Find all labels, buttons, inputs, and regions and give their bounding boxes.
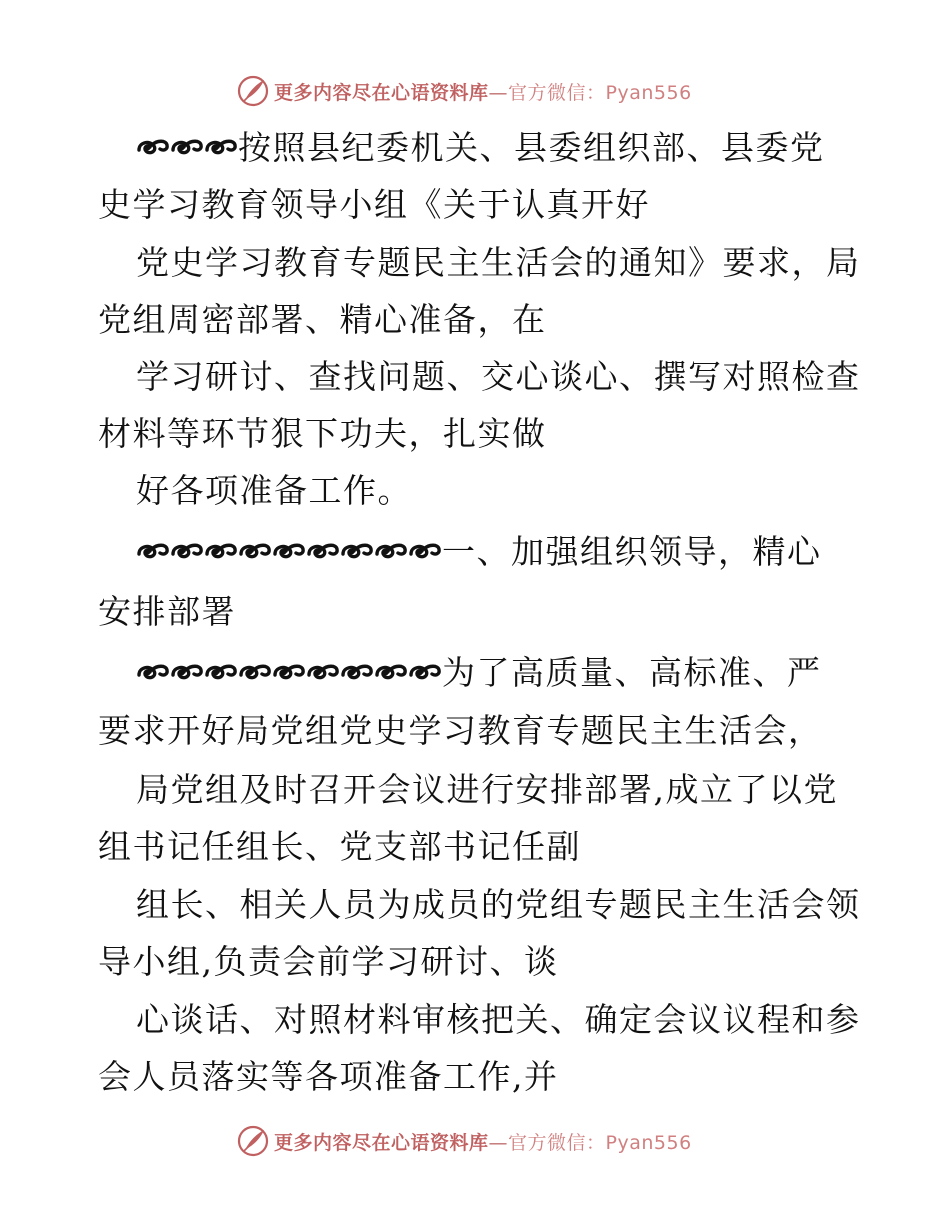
curl-ornament-icon: [139, 141, 167, 152]
curl-ornament-icon: [343, 545, 371, 556]
feather-quill-logo-icon: [236, 74, 270, 108]
paragraph-1-line-4: 党组周密部署、精心准备，在: [98, 300, 547, 339]
curl-ornament-icon: [207, 666, 235, 677]
ornament-glyphs: [136, 540, 442, 562]
curl-ornament-icon: [173, 545, 201, 556]
curl-ornament-icon: [173, 666, 201, 677]
paragraph-1-line-1: 按照县纪委机关、县委组织部、县委党: [136, 128, 825, 168]
curl-ornament-icon: [309, 666, 337, 677]
section-heading-line-1: 一、加强组织领导，精心: [136, 532, 822, 572]
curl-ornament-icon: [411, 666, 439, 677]
ornament-glyphs: [136, 661, 442, 683]
ornament-glyphs: [136, 136, 238, 158]
feather-quill-logo-icon: [236, 1124, 270, 1158]
curl-ornament-icon: [139, 545, 167, 556]
paragraph-1-line-6: 材料等环节狠下功夫，扎实做: [98, 414, 547, 453]
watermark-text: [274, 1128, 692, 1155]
paragraph-1-line-5: 学习研讨、查找问题、交心谈心、撰写对照检查: [136, 357, 861, 396]
watermark-text: [274, 78, 692, 105]
curl-ornament-icon: [241, 545, 269, 556]
paragraph-1-line-7: 好各项准备工作。: [136, 471, 412, 510]
curl-ornament-icon: [343, 666, 371, 677]
curl-ornament-icon: [309, 545, 337, 556]
curl-ornament-icon: [241, 666, 269, 677]
paragraph-3-line-8: 会人员落实等各项准备工作,并: [98, 1057, 559, 1096]
paragraph-3-line-4: 组书记任组长、党支部书记任副: [98, 827, 581, 866]
watermark-header: [236, 74, 692, 108]
paragraph-3-line-6: 导小组,负责会前学习研讨、谈: [98, 942, 559, 981]
curl-ornament-icon: [139, 666, 167, 677]
curl-ornament-icon: [275, 545, 303, 556]
curl-ornament-icon: [377, 545, 405, 556]
paragraph-3-line-2: 要求开好局党组党史学习教育专题民主生活会，: [98, 711, 823, 750]
watermark-footer: [236, 1124, 692, 1158]
paragraph-3-line-1: 为了高质量、高标准、严: [136, 653, 822, 693]
paragraph-3-line-7: 心谈话、对照材料审核把关、确定会议议程和参: [136, 1000, 861, 1039]
curl-ornament-icon: [207, 545, 235, 556]
curl-ornament-icon: [377, 666, 405, 677]
paragraph-3-line-3: 局党组及时召开会议进行安排部署,成立了以党: [136, 770, 838, 809]
curl-ornament-icon: [411, 545, 439, 556]
watermark-dash: —: [488, 81, 509, 104]
curl-ornament-icon: [207, 141, 235, 152]
paragraph-3-line-5: 组长、相关人员为成员的党组专题民主生活会领: [136, 885, 861, 924]
curl-ornament-icon: [275, 666, 303, 677]
watermark-wechat: 官方微信：Pyan556: [508, 81, 692, 104]
watermark-wechat: 官方微信：Pyan556: [508, 1131, 692, 1154]
watermark-dash: —: [488, 1131, 509, 1154]
watermark-site: 更多内容尽在心语资料库: [274, 1131, 489, 1154]
curl-ornament-icon: [173, 141, 201, 152]
paragraph-1-line-3: 党史学习教育专题民主生活会的通知》要求，局: [136, 243, 861, 282]
watermark-site: 更多内容尽在心语资料库: [274, 81, 489, 104]
paragraph-1-line-2: 史学习教育领导小组《关于认真开好: [98, 185, 650, 224]
section-heading-line-2: 安排部署: [98, 592, 236, 631]
